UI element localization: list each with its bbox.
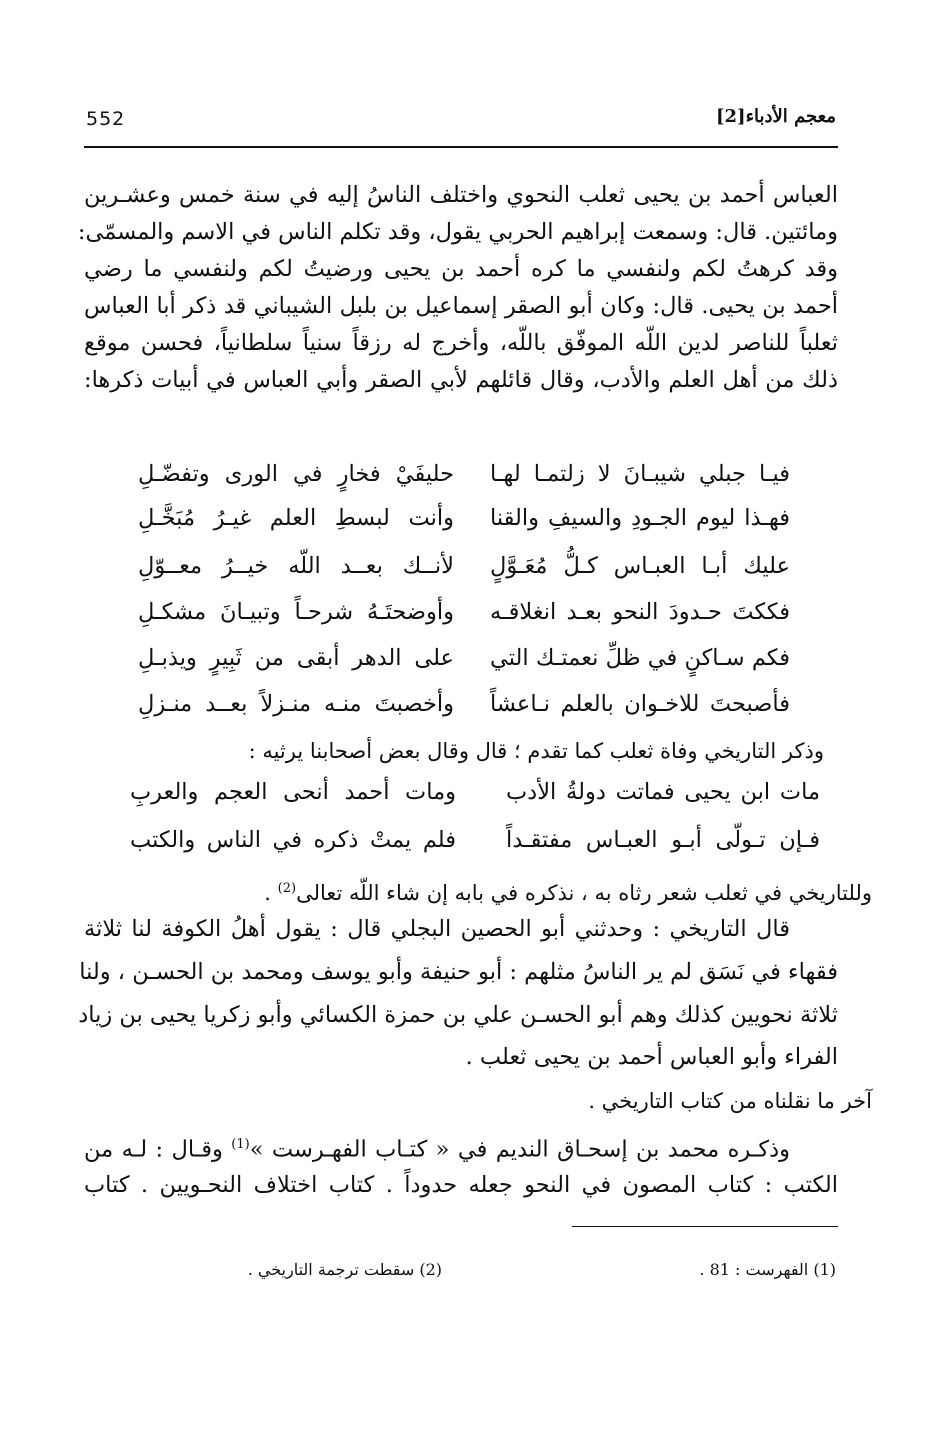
hemistich-second: ومات أحمد أنحى العجم والعربِ bbox=[130, 779, 456, 805]
hemistich-first: عليك أبـا العبـاس كـلُّ مُعَـوَّلٍ bbox=[490, 553, 790, 579]
text-line bbox=[84, 1128, 790, 1167]
paragraph-2 bbox=[78, 912, 838, 1072]
closing-line: آخر ما نقلناه من كتاب التاريخي . bbox=[588, 1089, 872, 1113]
text-line: ومائتين. قال: وسمعت إبراهيم الحربي يقول، وقد تكلم الناس في الاسم والمسمّى: bbox=[77, 219, 838, 245]
narration-end: . bbox=[264, 881, 278, 905]
verse-line bbox=[84, 770, 838, 814]
paragraph-3 bbox=[84, 1128, 838, 1208]
footnote-ref: (1) bbox=[231, 1137, 250, 1152]
hemistich-second: لأنــك بعــد اللّه خيــرُ معــوّلِ bbox=[138, 553, 454, 579]
hemistich-first: فككتَ حـدودَ النحو بعـد انغلاقـه bbox=[490, 599, 790, 625]
text-line: الفراء وأبو العباس أحمد بن يحيى ثعلب . bbox=[465, 1044, 838, 1070]
text-line: ثعلباً للناصر لدين اللّه الموفّق باللّه، وأخرج له رزقاً سنياً سلطانياً، فحسن موقع bbox=[84, 330, 838, 356]
verse-line bbox=[84, 636, 838, 680]
text-line: ذلك من أهل العلم والأدب، وقال قائلهم لأبي الصقر وأبي العباس في أبيات ذكرها: bbox=[84, 367, 838, 393]
para3-text-a: وذكـره محمد بن إسحـاق النديم في « كتـاب الفهـرست » bbox=[249, 1136, 790, 1163]
verse-line bbox=[84, 452, 838, 496]
hemistich-second: فلم يمتْ ذكره في الناس والكتب bbox=[130, 827, 456, 853]
text-line: قال التاريخي : وحدثني أبو الحصين البجلي قال : يقول أهلُ الكوفة لنا ثلاثة bbox=[84, 916, 790, 942]
header-rule bbox=[84, 146, 838, 148]
hemistich-first: فأصبحتَ للاخـوان بالعلم نـاعشاً bbox=[490, 691, 790, 717]
paragraph-1 bbox=[77, 178, 838, 393]
hemistich-second: على الدهر أبقى من ثَبِيرٍ ويذبـلِ bbox=[138, 645, 454, 671]
para3-text-b: وقـال : لـه من bbox=[84, 1136, 232, 1163]
narration-line bbox=[264, 872, 872, 910]
text-line: العباس أحمد بن يحيى ثعلب النحوي واختلف الناسُ إليه في سنة خمس وعشـرين bbox=[84, 182, 838, 208]
hemistich-first: فكم سـاكنٍ في ظلِّ نعمتـك التي bbox=[490, 645, 790, 671]
narration-text: وللتاريخي في ثعلب شعر رثاه به ، نذكره في بابه إن شاء اللّه تعالى bbox=[296, 881, 872, 905]
hemistich-second: وأوضحتَـهُ شرحـاً وتبيـانَ مشكـلِ bbox=[138, 599, 454, 625]
text-line: وقد كرهتُ لكم ولنفسي ما كره أحمد بن يحيى ورضيتُ لكم ولنفسي ما رضي bbox=[84, 256, 838, 282]
verse-line bbox=[84, 544, 838, 588]
hemistich-second: وأخصبتَ منـه منـزلاً بعــد منـزلِ bbox=[138, 691, 454, 717]
text-line: الكتب : كتاب المصون في النحو جعله حدوداً . كتاب اختلاف النحـويين . كتاب bbox=[84, 1172, 838, 1198]
hemistich-second: وأنت لبسطِ العلم غيـرُ مُبَخَّـلِ bbox=[138, 505, 454, 531]
hemistich-first: فهـذا ليوم الجـودِ والسيفِ والقنا bbox=[490, 505, 790, 531]
text-line: أحمد بن يحيى. قال: وكان أبو الصقر إسماعيل بن بلبل الشيباني قد ذكر أبا العباس bbox=[84, 293, 838, 319]
page-number: 552 bbox=[86, 108, 126, 130]
hemistich-second: حليفَيْ فخارٍ في الورى وتفضّـلِ bbox=[138, 461, 454, 487]
verse-line bbox=[84, 818, 838, 862]
text-line: ثلاثة نحويين كذلك وهم أبو الحسـن علي بن حمزة الكسائي وأبو زكريا يحيى بن زياد bbox=[78, 1002, 838, 1028]
book-title: معجم الأدباء[2] bbox=[715, 106, 836, 127]
footnote-rule bbox=[572, 1226, 838, 1227]
verse-line bbox=[84, 590, 838, 634]
verse-line bbox=[84, 496, 838, 540]
text-line: فقهاء في نَسَق لم ير الناسُ مثلهم : أبو حنيفة وأبو يوسف ومحمد بن الحسـن ، ولنا bbox=[79, 959, 838, 985]
footnote-2: (2) سقطت ترجمة التاريخي . bbox=[247, 1260, 442, 1279]
running-head bbox=[86, 106, 836, 140]
footnote-ref: (2) bbox=[277, 881, 297, 896]
footnote-1: (1) الفهرست : 81 . bbox=[699, 1260, 836, 1279]
hemistich-first: فيـا جبلي شيبـانَ لا زلتمـا لهـا bbox=[490, 461, 790, 487]
hemistich-first: مات ابن يحيى فماتت دولةُ الأدب bbox=[506, 779, 820, 805]
hemistich-first: فـإن تـولّى أبـو العبـاس مفتقـداً bbox=[506, 827, 820, 853]
narration-line: وذكر التاريخي وفاة ثعلب كما تقدم ؛ قال وقال بعض أصحابنا يرثيه : bbox=[248, 739, 824, 763]
verse-line bbox=[84, 682, 838, 726]
